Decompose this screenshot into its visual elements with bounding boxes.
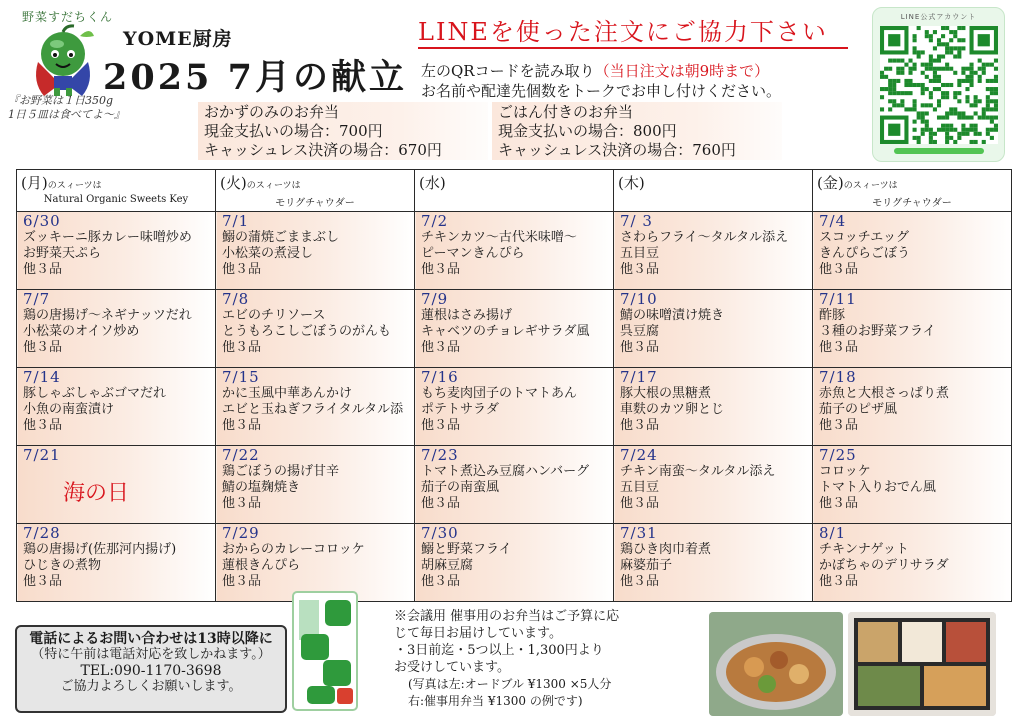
qr-label: LINE公式アカウント bbox=[900, 13, 977, 21]
menu-item: 車麩のカツ卵とじ bbox=[620, 402, 725, 417]
menu-item: 小魚の南蛮漬け bbox=[23, 402, 115, 417]
menu-date: 7/21 bbox=[23, 446, 61, 464]
menu-date: 8/1 bbox=[819, 524, 847, 542]
menu-cell bbox=[614, 524, 813, 602]
menu-calendar bbox=[16, 169, 1012, 602]
menu-item: とうもろこしごぼうのがんも bbox=[222, 324, 392, 339]
calendar-header-row bbox=[17, 170, 1012, 212]
menu-cell bbox=[614, 446, 813, 524]
menu-item: お野菜天ぷら bbox=[23, 246, 102, 261]
order-instruction-text: 左のQRコードを読み取り bbox=[421, 62, 595, 80]
menu-cell bbox=[17, 290, 216, 368]
holiday-label: 海の日 bbox=[62, 481, 129, 506]
menu-item: 他３品 bbox=[23, 418, 63, 433]
menu-date: 7/ 3 bbox=[620, 212, 653, 230]
price-title: おかずのみのお弁当 bbox=[204, 103, 340, 121]
menu-item: 他３品 bbox=[421, 418, 461, 433]
menu-cell bbox=[614, 212, 813, 290]
menu-item: もち麦肉団子のトマトあん bbox=[421, 386, 578, 401]
day-name: (木) bbox=[618, 174, 645, 192]
line-brand-bar bbox=[894, 148, 984, 154]
menu-item: 他３品 bbox=[620, 496, 660, 511]
menu-item: 他３品 bbox=[620, 340, 660, 355]
menu-item: チキンナゲット bbox=[819, 542, 909, 557]
menu-cell bbox=[415, 524, 614, 602]
menu-cell bbox=[17, 368, 216, 446]
menu-item: ３種のお野菜フライ bbox=[819, 324, 936, 339]
menu-item: 他３品 bbox=[222, 262, 262, 277]
slogan-line: 1日５皿は食べてよ〜』 bbox=[8, 108, 125, 121]
price-cash: 現金支払いの場合：700円 bbox=[204, 122, 383, 140]
sweets-name: モリグチャウダー bbox=[872, 198, 952, 209]
menu-date: 7/4 bbox=[819, 212, 847, 230]
menu-item: 鰯の蒲焼ごままぶし bbox=[222, 230, 340, 245]
menu-item: ポテトサラダ bbox=[421, 402, 499, 417]
day-name: (火) bbox=[220, 174, 247, 192]
menu-item: 豚しゃぶしゃぶゴマだれ bbox=[23, 386, 167, 401]
menu-date: 7/22 bbox=[222, 446, 260, 464]
menu-cell bbox=[17, 212, 216, 290]
menu-date: 7/23 bbox=[421, 446, 459, 464]
menu-item: 他３品 bbox=[421, 340, 461, 355]
menu-date: 7/24 bbox=[620, 446, 658, 464]
menu-item: 鶏の唐揚げ(佐那河内揚げ) bbox=[23, 542, 177, 557]
menu-item: 五目豆 bbox=[620, 246, 660, 261]
menu-date: 7/29 bbox=[222, 524, 260, 542]
mascot-caption: 野菜すだちくん bbox=[22, 10, 114, 24]
menu-item: 他３品 bbox=[23, 340, 63, 355]
menu-item: チキン南蛮〜タルタル添え bbox=[620, 464, 776, 479]
menu-cell bbox=[813, 446, 1012, 524]
menu-date: 7/8 bbox=[222, 290, 250, 308]
menu-date: 7/18 bbox=[819, 368, 857, 386]
menu-cell bbox=[614, 368, 813, 446]
menu-cell bbox=[813, 290, 1012, 368]
menu-item: 茄子の南蛮風 bbox=[421, 480, 500, 495]
menu-item: 他３品 bbox=[620, 418, 660, 433]
line-qr-card[interactable] bbox=[872, 7, 1005, 162]
day-name: (月) bbox=[21, 174, 48, 192]
heading-underline bbox=[418, 47, 848, 49]
menu-cell bbox=[415, 212, 614, 290]
phone-morning-note: （特に午前は電話対応を致しかねます。） bbox=[31, 647, 271, 662]
calendar-week-row bbox=[17, 446, 1012, 524]
sweets-name: モリグチャウダー bbox=[275, 198, 355, 209]
menu-cell bbox=[415, 446, 614, 524]
menu-item: 蓮根きんぴら bbox=[222, 558, 301, 573]
menu-item: トマト煮込み豆腐ハンバーグ bbox=[421, 464, 590, 479]
menu-date: 7/28 bbox=[23, 524, 61, 542]
line-order-heading: LINEを使った注文にご協力下さい bbox=[418, 18, 828, 46]
menu-cell bbox=[216, 290, 415, 368]
shop-name: YOME厨房 bbox=[123, 28, 233, 50]
phone-thanks: ご協力よろしくお願いします。 bbox=[60, 679, 242, 694]
menu-item: 他３品 bbox=[819, 418, 859, 433]
note-line: ※会議用 催事用のお弁当はご予算に応 bbox=[394, 609, 620, 624]
sweets-name: Natural Organic Sweets Key bbox=[43, 194, 189, 205]
menu-date: 7/7 bbox=[23, 290, 51, 308]
menu-item: 鶏ごぼうの揚げ甘辛 bbox=[222, 464, 340, 479]
menu-cell bbox=[415, 290, 614, 368]
menu-item: スコッチエッグ bbox=[819, 230, 909, 245]
menu-cell bbox=[813, 524, 1012, 602]
menu-item: かに玉風中華あんかけ bbox=[222, 386, 353, 401]
calendar-week-row bbox=[17, 368, 1012, 446]
note-line: ・3日前迄・5つ以上・1,300円より bbox=[394, 643, 604, 658]
menu-item: 他３品 bbox=[421, 574, 461, 589]
menu-item: 他３品 bbox=[819, 496, 859, 511]
menu-item: 胡麻豆腐 bbox=[421, 558, 474, 573]
menu-date: 6/30 bbox=[23, 212, 61, 230]
menu-cell bbox=[614, 290, 813, 368]
note-line: (写真は左:オードブル ¥1300 ×5人分 bbox=[408, 677, 612, 691]
menu-item: 他３品 bbox=[620, 574, 660, 589]
phone-number[interactable]: TEL:090-1170-3698 bbox=[80, 663, 222, 679]
menu-date: 7/1 bbox=[222, 212, 250, 230]
menu-cell bbox=[415, 368, 614, 446]
menu-item: 小松菜の煮浸し bbox=[222, 246, 314, 261]
menu-item: ズッキーニ豚カレー味噌炒め bbox=[23, 230, 192, 245]
menu-item: 他３品 bbox=[222, 418, 262, 433]
hors-doeuvre-photo bbox=[709, 612, 843, 716]
calendar-week-row bbox=[17, 524, 1012, 602]
phone-contact-box bbox=[15, 625, 287, 713]
menu-item: 他３品 bbox=[222, 340, 262, 355]
menu-cell bbox=[216, 368, 415, 446]
menu-date: 7/11 bbox=[819, 290, 857, 308]
qr-code-icon[interactable] bbox=[880, 26, 998, 144]
sudachi-mascot-icon bbox=[30, 22, 96, 98]
price-cashless: キャッシュレス決済の場合：670円 bbox=[204, 141, 442, 159]
menu-item: 他３品 bbox=[222, 574, 262, 589]
menu-item: 呉豆腐 bbox=[620, 324, 660, 339]
menu-item: ピーマンきんぴら bbox=[421, 246, 525, 261]
event-bento-photo bbox=[848, 612, 996, 716]
day-name: (水) bbox=[419, 174, 446, 192]
menu-date: 7/16 bbox=[421, 368, 459, 386]
menu-item: 他３品 bbox=[222, 496, 262, 511]
price-box-gohan bbox=[492, 102, 782, 160]
menu-cell bbox=[813, 212, 1012, 290]
price-cashless: キャッシュレス決済の場合：760円 bbox=[498, 141, 736, 159]
sweets-label: のスィーツは bbox=[843, 181, 898, 191]
menu-date: 7/31 bbox=[620, 524, 658, 542]
menu-item: トマト入りおでん風 bbox=[819, 480, 936, 495]
menu-item: 蓮根はさみ揚げ bbox=[421, 308, 513, 323]
menu-cell bbox=[216, 446, 415, 524]
price-title: ごはん付きのお弁当 bbox=[498, 103, 634, 121]
note-line: じて毎日お届けしています。 bbox=[394, 626, 562, 641]
menu-item: かぼちゃのデリサラダ bbox=[819, 558, 949, 573]
menu-item: 他３品 bbox=[421, 262, 461, 277]
menu-date: 7/14 bbox=[23, 368, 61, 386]
day-name: (金) bbox=[817, 174, 844, 192]
menu-cell bbox=[216, 212, 415, 290]
menu-item: エビのチリソース bbox=[222, 308, 326, 323]
phone-hours-note: 電話によるお問い合わせは13時以降に bbox=[29, 631, 273, 647]
menu-cell-holiday bbox=[17, 446, 216, 524]
header-wednesday bbox=[415, 170, 614, 212]
menu-item: 麻婆茄子 bbox=[620, 558, 673, 573]
menu-item: 豚大根の黒糖煮 bbox=[620, 386, 712, 401]
menu-item: さわらフライ〜タルタル添え bbox=[620, 230, 789, 245]
menu-item: 他３品 bbox=[819, 262, 859, 277]
menu-date: 7/10 bbox=[620, 290, 658, 308]
menu-item: 他３品 bbox=[620, 262, 660, 277]
menu-cell bbox=[813, 368, 1012, 446]
menu-item: 他３品 bbox=[23, 574, 63, 589]
order-instruction bbox=[421, 60, 769, 81]
menu-item: 赤魚と大根さっぱり煮 bbox=[819, 386, 950, 401]
menu-item: 鯖の塩麹焼き bbox=[222, 480, 301, 495]
vegetable-slogan bbox=[8, 94, 125, 122]
menu-item: 酢豚 bbox=[819, 308, 846, 323]
sweets-label: のスィーツは bbox=[246, 181, 301, 191]
calendar-week-row bbox=[17, 212, 1012, 290]
menu-item: 鶏の唐揚げ〜ネギナッツだれ bbox=[23, 308, 192, 323]
header-friday bbox=[813, 170, 1012, 212]
header-monday bbox=[17, 170, 216, 212]
menu-item: チキンカツ〜古代米味噌〜 bbox=[421, 230, 577, 245]
local-production-sign-icon bbox=[287, 588, 363, 714]
menu-date: 7/9 bbox=[421, 290, 449, 308]
menu-item: ひじきの煮物 bbox=[23, 558, 102, 573]
menu-date: 7/15 bbox=[222, 368, 260, 386]
menu-date: 7/2 bbox=[421, 212, 449, 230]
menu-item: コロッケ bbox=[819, 464, 871, 479]
menu-item: 他３品 bbox=[23, 262, 63, 277]
price-cash: 現金支払いの場合：800円 bbox=[498, 122, 677, 140]
catering-notes bbox=[394, 608, 694, 710]
menu-item: 他３品 bbox=[819, 574, 859, 589]
sweets-label: のスィーツは bbox=[47, 181, 102, 191]
calendar-week-row bbox=[17, 290, 1012, 368]
menu-item: キャベツのチョレギサラダ風 bbox=[421, 324, 590, 339]
page-title: 2025 7月の献立 bbox=[103, 57, 407, 98]
menu-item: きんぴらごぼう bbox=[819, 246, 911, 261]
menu-item: 他３品 bbox=[819, 340, 859, 355]
header-thursday bbox=[614, 170, 813, 212]
menu-item: エビと玉ねぎフライタルタル添 bbox=[222, 402, 404, 417]
menu-item: 鰯と野菜フライ bbox=[421, 542, 512, 557]
order-instruction-2: お名前や配達先個数をトークでお申し付けください。 bbox=[421, 82, 782, 100]
menu-item: 鯖の味噌漬け焼き bbox=[620, 308, 725, 323]
menu-date: 7/25 bbox=[819, 446, 857, 464]
menu-cell bbox=[17, 524, 216, 602]
order-deadline-note: （当日注文は朝9時まで） bbox=[594, 62, 770, 80]
menu-item: 鶏ひき肉巾着煮 bbox=[620, 542, 712, 557]
price-box-okazu bbox=[198, 102, 488, 160]
menu-item: 茄子のピザ風 bbox=[819, 402, 898, 417]
menu-date: 7/17 bbox=[620, 368, 658, 386]
menu-item: 小松菜のオイソ炒め bbox=[23, 324, 140, 339]
menu-item: おからのカレーコロッケ bbox=[222, 542, 365, 557]
menu-item: 他３品 bbox=[421, 496, 461, 511]
slogan-line: 『お野菜は１日350g bbox=[8, 94, 114, 107]
menu-item: 五目豆 bbox=[620, 480, 660, 495]
menu-date: 7/30 bbox=[421, 524, 459, 542]
note-line: 右:催事用弁当 ¥1300 の例です) bbox=[408, 694, 583, 708]
note-line: お受けしています。 bbox=[394, 660, 510, 675]
header-tuesday bbox=[216, 170, 415, 212]
